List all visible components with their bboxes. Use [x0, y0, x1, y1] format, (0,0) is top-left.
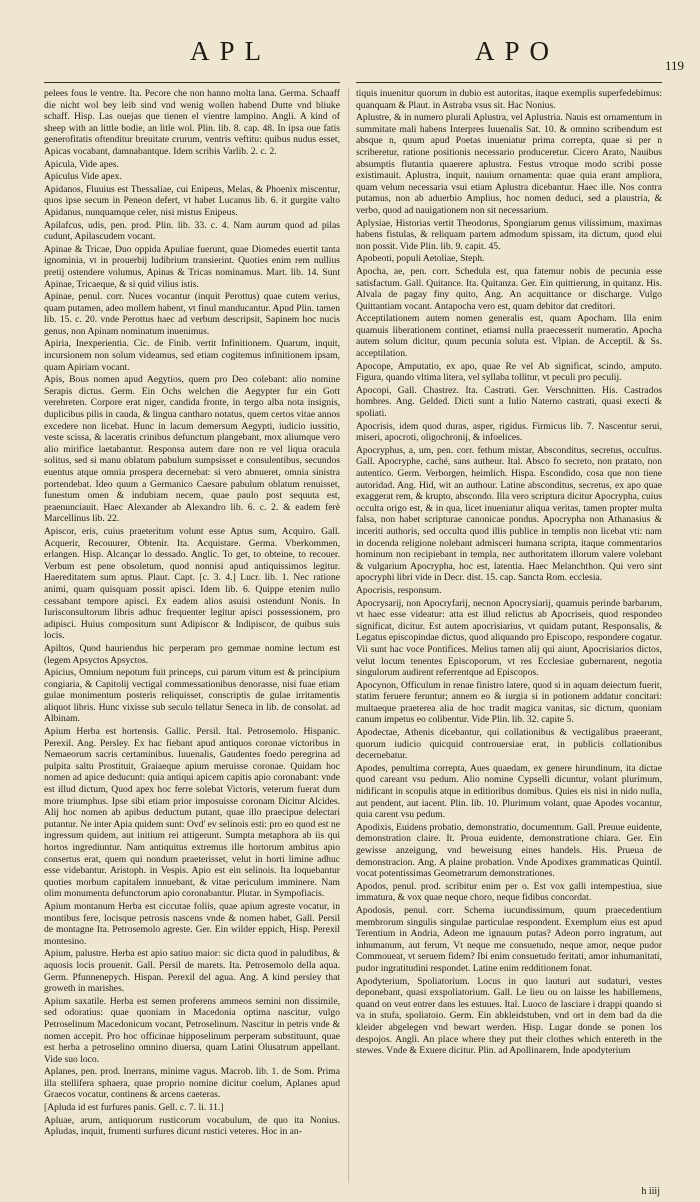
header-rule-left	[44, 82, 340, 83]
dictionary-entry: Apobeoti, populi Aetoliae, Steph.	[356, 253, 485, 265]
left-column	[44, 88, 340, 1188]
dictionary-entry: Aplustre, & in numero plurali Aplustra, vel Aplustria. Nauis est ornamentum in summitate mali habens Interpres Iuuenalis Sat. 10. & omnino scribendum est absque n, quum apud Poetas inueniatur prima correpta, quae si per n scriberetur, ratione positionis necessario produceretur. Cicero Arato, Nauibus absumptis flutantia quaerere aplustra. Festus vtroque modo scribi posse existimauit. Aplustra, inquit, nauium ornamenta: quae quia erant ampliora, quam velum necessaria vsui etiam Aplustra dicebantur. Haec ille. Nos contra putamus, non ab aduerbio Amplius, hoc nomen deduci, sed a plaustria, & verbo, quod ad nauigationem non sit necessarium.	[356, 112, 662, 216]
dictionary-entry: Apocynon, Officulum in renae finistro latere, quod si in aquam deiectum fuerit, statim feruere feruntur; annem eo & iurgia si in potionem addatur concitari: multaeque praeterea alia de hoc tradit magica vanitas, sic dictum, quoniam canum impetus eo colibentur. Vide Plin. lib. 32. capite 5.	[356, 679, 662, 726]
dictionary-entry: Apocope, Amputatio, ex apo, quae Re vel Ab significat, scindo, amputo. Figura, quando vltima litera, vel syllaba tollitur, vt peculi pro peculij.	[356, 360, 662, 384]
dictionary-entry: Apiscor, eris, cuius praeteritum volunt esse Aptus sum, Acquiro. Gall. Acquerir, Recouurer, Obtenir. Ita. Acquistare. Germa. Vberkommen, erlangen. Hisp. Alcançar lo dessado. Anglic. To get, to obteine, to recouer. Verbum est pene obsoletum, quod nonnisi apud antiquissimos legitur. Haereditatem sum aptus. Plaut. Capt. [c. 3. 4.] Lucr. lib. 1. Nec ratione animi, quam quisquam possit apisci. Idem lib. 6. Quippe etenim nullo cessabant tempore apisci. Ex eadem alios asuisi ostendunt Nonis. In Iurisconsultorum libris adhuc frequenter legitur apisci possessionem, pro adipisci. Huius compositum sunt Adipiscor & Indipiscor, de quibus suis locis.	[44, 525, 340, 642]
dictionary-entry: Apodes, penultima correpta, Aues quaedam, ex genere hirundinum, ita dictae quod careant vsu pedum. Alio nomine Cypselli dicuntur, volant plurimum, nidificant in scopulis atque in editioribus domibus. Quies eis nisi in nido nulla, aut pendent, aut iacent. Plin. lib. 10. Plurimum volant, quae Apodes vocantur, quia carent vsu pedum.	[356, 762, 662, 821]
dictionary-entry: Apinae, penul. corr. Nuces vocantur (inquit Perottus) quae cutem verius, quam putamen, adeo mollem habent, vt finul manducantur. Apud Plin. tamen lib. 15. c. 20. vnde Perottus haec ad verbum descripsit, Sapinem hoc nucis genus, non Apinam nominatum inuenimus.	[44, 291, 340, 337]
dictionary-entry: tiquis inuenitur quorum in dubio est autoritas, itaque exemplis superfedebimus: quanquam & Plaut. in Astraba vsus sit. Hac Nonius.	[356, 88, 662, 111]
dictionary-entry: Apilafcus, udis, pen. prod. Plin. lib. 33. c. 4. Nam aurum quod ad pilas cudunt, Apilascudem vocant.	[44, 219, 340, 243]
dictionary-entry: Apicula, Vide apes.	[44, 158, 119, 170]
dictionary-entry: Apocryphus, a, um, pen. corr. fethum mistar, Absconditus, secretus, occultus. Gall. Apocryphe, caché, sans autheur. Ital. Absco fo secreto, non pratato, non autentico. Germ. Verborgen, heimlich. Hispa. Escondido, cosa que non tiene autoridad. Ang. Hid, wit an authour. Latine absconditus, secretus, ex apo quae exaggerat rem, & krupto, abscondo. Illa vero scriptura dicitur Apocrypha, cuius occulta origo est, & in qua, licet inueniatur aliqua veritas, tamen propter multa falsa, non habet scripturae canonicae pondus. Apocrypha non Athanasius & inceriti authoris, sed occulta quod illis publice in templis non licebat vti: nam in docenda religione nolebant admisceri humana scripta, itaque commentarios hominum non recipiebant in templa, nec authoritatem illorum valere volebant & vulgarium Apocrypha, hoc est, latentia. Haec Melanchthon. Qui vero sint apocryphi libri vide in Decr. dist. 15. cap. Sancta Rom. ecclesia.	[356, 444, 662, 584]
header-rule-right	[356, 82, 662, 83]
running-head-left: APL	[190, 36, 272, 66]
dictionary-entry: Apodectae, Athenis dicebantur, qui collationibus & vectigalibus praeerant, quorum iudicio quicquid controuersiae erat, in publicis collationibus decernebatur.	[356, 727, 662, 762]
dictionary-entry: Apocrysarij, non Apocryfarij, necnon Apocrysiarij, quamuis perinde barbarum, vt haec esse videatur: atta est illud relictus ab Apocriseis, quod respondeo significat, dicitur. Est autem apocrisiarius, vt quidam putant, Responsalis, & Legatus episcopindae dictus, quod aliquando pro Episcopo, respondere cogatur. Vii sunt hac voce Pontifices. Melius tamen alij qui aiunt, Apocrisiarios dictos, velut locum tenentes Episcoporum, vt res Ecclesiae gubernarent, negotia singulorum audirent referrentque ad Episcopos.	[356, 597, 662, 679]
dictionary-entry: pelees fous le ventre. Ita. Pecore che non hanno molta lana. Germa. Schaaff die nicht wol bey leib sind vnd wenig wollen habend Dutte vnd bliuke schaff. Hisp. Las ouejas que tienen el vientre lampino. Angli. A kind of sheep with an little bodie, an litle wol. Plin. lib. 8. cap. 48. In ipsa oue fatis generofitatis oftenditur breuitate crurum, ventris veftitu: quibus nudus esset, Apicas vocabant, damnabantque. Idem scribis Varlib. 2. c. 2.	[44, 88, 340, 157]
dictionary-entry: Apodosis, penul. corr. Schema iucundissimum, quum praecedentium membrorum singulis singulae particulae respondent. Exemplum eius est apud Terentium in Andria, Adeon me ignauum putas? Adeon porro ingratum, aut inhumanum, aut ferum, Vt neque me consuetudo, neque amor, neque pudor Commoueat, vt seruem fidem? Ibi enim consuetudo feritati, amor inhumanitati, pudor ingratitudini respondet. Latine enim redditionem fonat.	[356, 904, 662, 974]
dictionary-entry: Apinae & Tricae, Duo oppida Apuliae fuerunt, quae Diomedes euertit tanta ignominia, vt in prouerbij ludibrium transierint. Quoties enim rem nullius pretij ostendere volumus, Apinas & Tricas nominamus. Mart. lib. 14. Sunt Apinae, Tricaeque, & si quid vilius istis.	[44, 243, 340, 290]
dictionary-entry: Apium, palustre. Herba est apio satiuo maior: sic dicta quod in paludibus, & aquosis locis prouenit. Gall. Persil de marets. Ita. Petrosemolo della aqua. Germ. Pfunnenepych. Hispan. Perexil del agua. Ang. A kind persley that groweth in marishes.	[44, 948, 340, 995]
dictionary-entry: Acceptilationem autem nomen generalis est, quam Apocham. Illa enim quamuis liberationem continet, etiamsi nulla praecesserit numeratio. Apocha autem solum dicitur, quum pecunia soluta est. Vlpian. de Acceptil. & Ss. acceptilation.	[356, 313, 662, 360]
dictionary-entry: Apocopi, Gall. Chastrez. Ita. Castrati. Ger. Verschnitten. His. Castrados hombres. Ang. Gelded. Dicti sunt a Iulio Naterno castrati, quasi execti & spoliati.	[356, 384, 662, 420]
dictionary-entry: Apis, Bous nomen apud Aegytios, quem pro Deo colebant: alio nomine Serapis dictus. Germ. Ein Ochs welchen die Aegypter fur ein Gott verehreten. Corpore erat niger, candida fronte, in tergo alba nota insignis, duplicibus pilis in cauda, & lingua cantharo notatus, quem certos vitae annos excedere non licebat. Hunc in lacum demersum Aegypti, iudicio iussitio, veste scissa, & laceratis crinibus defunctum plangebant, mox aliumque vero alio mirifice laetabantur. Responsa autem dare non re vel liqua oracula solitus, sed si manu oblatum pabulum sumpsisset e consulentibus, secundos euentus atque omnia prospera decernebat: si vero abnueret, omnia sinistra portendebat. Ideo quum a Germanico Caesare pabulum oblatum renuisset, funestum omen & indubiam necem, quae paulo post sequuta est, praenunciauit. Haec Alexander ab Alexandro lib. 6. c. 2. & eadem ferè Marcellinus lib. 22.	[44, 374, 340, 525]
page-number: 119	[664, 58, 684, 73]
dictionary-entry: Apocha, ae, pen. corr. Schedula est, qua fatemur nobis de pecunia esse satisfactum. Gall. Quitance. Ita. Quitanza. Ger. Ein quittierung, in quitanz. His. Alvala de pagay finy quito, Ang. An acquittance or discharge. Vulgo Quittantiam vocant. Antapocha vero est, quam debitor dat creditori.	[356, 265, 662, 312]
dictionary-entry: Apicius, Omnium nepotum fuit princeps, cui parum vitum est & principium congiaria, & Capitolij vectigal commessationibus denorasse, nisi fuae etiam gulae monimentum posteris reliquisset, conscriptis de gulae irritamentis aliquot libris. Hunc vixisse sub seculo tellatur Seneca in lib. de consolat. ad Albinam.	[44, 667, 340, 725]
dictionary-entry: Apium montanum Herba est ciccutae foliis, quae apium agreste vocatur, in montibus fere, locisque petrosis nascens vnde & nomen habet, Gall. Persil de montagne Ita. Petrosemolo agreste. Ger. Ein wilder eppich, Hisp. Perexil montesino.	[44, 900, 340, 947]
dictionary-entry: Apiltos, Quod hauriendus hic perperam pro gemmae nomine lectum est (legem Apsyctos Apsyctos.	[44, 642, 340, 666]
catchword: h iiij	[641, 1186, 660, 1197]
dictionary-entry: Apocrisis, responsum.	[356, 584, 442, 596]
dictionary-entry: Apiria, Inexperientia. Cic. de Finib. vertit Infinitionem. Quarum, inquit, incursionem non solum videamus, sed etiam cogitemus infinitionem ipsam, quam Apiriam vocant.	[44, 338, 340, 373]
dictionary-entry: Apidanos, Fluuius est Thessaliae, cui Enipeus, Melas, & Phoenix miscentur, quos ipse secum in Peneon defert, vt habet Lucanus lib. 6. it gurgite valto Apidanus, nunquamque celer, nisi mistus Enipeus.	[44, 183, 340, 218]
running-head-right: APO	[475, 36, 560, 66]
dictionary-entry: Apium Herba est hortensis. Gallic. Persil. Ital. Petrosemolo. Hispanic. Perexil. Ang. Persley. Ex hac fiebant apud antiquos coronae victoribus in Nemaeorum sacris certaminibus. Iuuenalis, Gaudentes foedo peregrina ad pulpita saltu Prostituit, Graiaeque apium meruisse coronae. Quidam hoc nomen ad apice deducunt: quia antiqui apicem capitis apio coronabant: vnde est illud dictum, Quod apex hoc ferre solebat Victoris, veterum fuerat dum more triumphus. Ipse sibi etiam prior imposuisse coronam Dicitur Alcides. Alij hoc nomen ab apibus deductum putant, quae illo praecipue delectari putantur. Ne inter Apia quidem sunt: Ovd' ev selinois esti: pro eo quod est ne ingressum quidem, aut initium rei attigerunt. Sumpta metaphora ab iis qui hortos ingrediuntur. Nam antiquitus extremus ille hortorum ambitus apio consertus erat, quem qui nondum praeterisset, velut in horti limine adhuc esse videbantur. Aristoph. in Vespis. Apio est ein selinois. Ita loquebantur quoties morbum capitalem innuebant, & vitae periculum imminere. Nam olim monumenta defunctorum apio coronabantur. Plutar. in Sympofiacis.	[44, 726, 340, 900]
dictionary-entry: Apiculus Vide apex.	[44, 171, 122, 183]
dictionary-entry: Apodos, penul. prod. scribitur enim per o. Est vox galli intempestiua, siue immatura, & vox quae neque choro, neque fidibus concordat.	[356, 880, 662, 904]
dictionary-entry: Apluae, arum, antiquorum rusticorum vocabulum, de quo ita Nonius. Apludas, inquit, frumenti surfures dicunt rustici veteres. Hoc in an-	[44, 1114, 340, 1138]
dictionary-entry: Apocrisis, idem quod duras, asper, rigidus. Firmicus lib. 7. Nascentur serui, miseri, apocroti, oligochronij, & infoelices.	[356, 420, 662, 444]
right-column	[356, 88, 662, 1188]
dictionary-entry: Apodyterium, Spoliatorium. Locus in quo lauturi aut sudaturi, vestes deponebant, quasi exspoliatorium. Gall. Le lieu ou on laisse les habillemens, quand on veut entrer dans les estuues. Ital. Luoco de lasciare i drappi quando si va in stufa, spoliatoio. Germ. Ein abkleidstuben, vnd ort in dem bad da die kleider abgelegen vnd bewart werden. Hisp. Lugar donde se ponen los despojos. Angli. An place where they put their clothes which entereth in the stewes. Vnde & Exuere dicitur. Plin. ad Apollinarem, Inde apodyterium	[356, 975, 662, 1057]
dictionary-entry: Aplanes, pen. prod. Inerrans, minime vagus. Macrob. lib. 1. de Som. Prima illa stellifera sphaera, quae proprio nomine dicitur coelum, Aplanes apud Graecos vocatur, continens & arcens caeteras.	[44, 1066, 340, 1101]
column-divider	[348, 88, 349, 1183]
dictionary-entry: Apium saxatile. Herba est semen proferens ammeos semini non dissimile, sed odoratius: quae quoniam in Macedonia optima nascitur, vulgo Petroselinum Macedonicum vocant, Petroselinum. Nascitur in petris vnde & nomen accepit. Pro hoc officinae hipposelinum perperam substituunt, quae est herba a petroselino omnino diuersa, quam Latini Olusatrum appellant. Vide suo loco.	[44, 995, 340, 1065]
dictionary-entry: [Apluda id est furfures panis. Gell. c. 7. li. 11.]	[44, 1102, 224, 1114]
dictionary-entry: Aplysiae, Historias vertit Theodorus, Spongiarum genus vilissimum, maximas habens fistulas, & reliquam partem admodum spissam, ita dictum, quod elui non possit. Vide Plin. lib. 9. capit. 45.	[356, 217, 662, 252]
dictionary-entry: Apodixis, Euidens probatio, demonstratio, documentum. Gall. Preuue euidente, demonstration claire. It. Proua euidente, demonstratione chiara. Ger. Ein gewisse anzeigung, vnd beweisung eines handels. His. Prueua de demonstracion. Ang. A plaine probation. Vnde Apodixes grammaticas Quintil. vocat potentissimas Geometrarum demonstrationes.	[356, 821, 662, 880]
